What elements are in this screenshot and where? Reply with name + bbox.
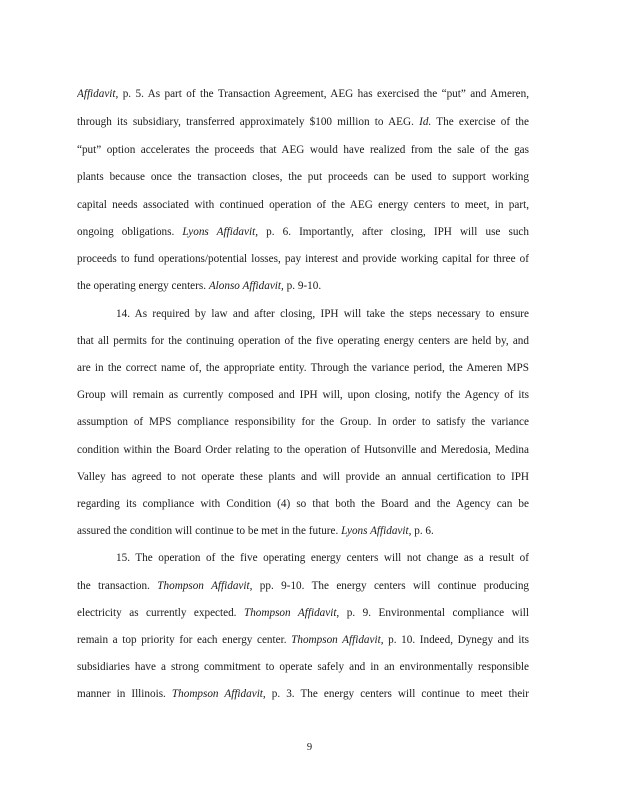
text-run: the operating energy centers. bbox=[77, 280, 209, 292]
text-run: manner in Illinois. bbox=[77, 688, 172, 700]
text-run: proceeds to fund operations/potential losses, pay interest and provide working capital for three of bbox=[77, 253, 529, 265]
text-run: capital needs associated with continued operation of the AEG energy centers to meet, in part, bbox=[77, 199, 529, 211]
body-text-line bbox=[77, 524, 529, 538]
page-number: 9 bbox=[306, 742, 313, 753]
body-text-line bbox=[77, 497, 529, 511]
body-text-line bbox=[77, 660, 529, 674]
text-run: regarding its compliance with Condition (4) so that both the Board and the Agency can be bbox=[77, 498, 529, 510]
paragraph-14-start bbox=[116, 307, 529, 321]
text-run: p. 9. Environmental compliance will bbox=[339, 607, 529, 619]
body-text-line bbox=[77, 252, 529, 266]
text-run: p. 3. The energy centers will continue to meet their bbox=[265, 688, 529, 700]
text-run: electricity as currently expected. bbox=[77, 607, 244, 619]
text-run: are in the correct name of, the appropriate entity. Through the variance period, the Ameren MPS bbox=[77, 362, 529, 374]
paragraph-15-start bbox=[116, 551, 529, 565]
citation-text: Thompson Affidavit, bbox=[243, 607, 340, 619]
body-text-line bbox=[77, 470, 529, 484]
text-run: Group will remain as currently composed and IPH will, upon closing, notify the Agency of its bbox=[77, 389, 529, 401]
citation-text: Thompson Affidavit, bbox=[171, 688, 266, 700]
text-run: condition within the Board Order relating to the operation of Hutsonville and Meredosia, Medina bbox=[77, 444, 529, 456]
body-text-line bbox=[77, 633, 529, 647]
citation-text: Affidavit, bbox=[77, 88, 119, 100]
text-run: p. 10. Indeed, Dynegy and its bbox=[383, 634, 529, 646]
text-run: pp. 9-10. The energy centers will continue producing bbox=[252, 580, 529, 592]
text-run: p. 6. bbox=[411, 525, 434, 537]
text-run: 15. The operation of the five operating energy centers will not change as a result of bbox=[116, 552, 529, 564]
body-text-line bbox=[77, 415, 529, 429]
citation-text: Thompson Affidavit, bbox=[291, 634, 384, 646]
body-text-line bbox=[77, 170, 529, 184]
citation-text: Alonso Affidavit, bbox=[208, 280, 284, 292]
body-text-line bbox=[77, 279, 529, 293]
text-run: 14. As required by law and after closing, IPH will take the steps necessary to ensure bbox=[116, 308, 529, 320]
text-run: “put” option accelerates the proceeds that AEG would have realized from the sale of the gas bbox=[77, 144, 529, 156]
citation-text: Id. bbox=[419, 116, 432, 128]
citation-text: Lyons Affidavit, bbox=[182, 226, 259, 238]
body-text-line bbox=[77, 334, 529, 348]
text-run: that all permits for the continuing operation of the five operating energy centers are held by, and bbox=[77, 335, 529, 347]
body-text-line bbox=[77, 361, 529, 375]
body-text-line bbox=[77, 87, 529, 101]
text-run: p. 9-10. bbox=[283, 280, 322, 292]
text-run: assumption of MPS compliance responsibility for the Group. In order to satisfy the variance bbox=[77, 416, 529, 428]
text-run: ongoing obligations. bbox=[77, 226, 183, 238]
text-run: the transaction. bbox=[77, 580, 158, 592]
body-text-line bbox=[77, 388, 529, 402]
body-text-line bbox=[77, 606, 529, 620]
body-text-line bbox=[77, 443, 529, 457]
citation-text: Lyons Affidavit, bbox=[341, 525, 412, 537]
body-text-line bbox=[77, 225, 529, 239]
text-run: p. 5. As part of the Transaction Agreement, AEG has exercised the “put” and Ameren, bbox=[118, 88, 529, 100]
text-run: assured the condition will continue to be met in the future. bbox=[77, 525, 342, 537]
body-text-line bbox=[77, 143, 529, 157]
text-run: subsidiaries have a strong commitment to operate safely and in an environmentally responsible bbox=[77, 661, 529, 673]
body-text-line bbox=[77, 198, 529, 212]
text-run: plants because once the transaction closes, the put proceeds can be used to support working bbox=[77, 171, 529, 183]
text-run: p. 6. Importantly, after closing, IPH will use such bbox=[258, 226, 529, 238]
body-text-line bbox=[77, 687, 529, 701]
citation-text: Thompson Affidavit, bbox=[157, 580, 253, 592]
body-text-line bbox=[77, 579, 529, 593]
text-run: Valley has agreed to not operate these plants and will provide an annual certification to IPH bbox=[77, 471, 529, 483]
body-text-line bbox=[77, 115, 529, 129]
text-run: The exercise of the bbox=[431, 116, 529, 128]
text-run: through its subsidiary, transferred approximately $100 million to AEG. bbox=[77, 116, 420, 128]
text-run: remain a top priority for each energy center. bbox=[77, 634, 292, 646]
